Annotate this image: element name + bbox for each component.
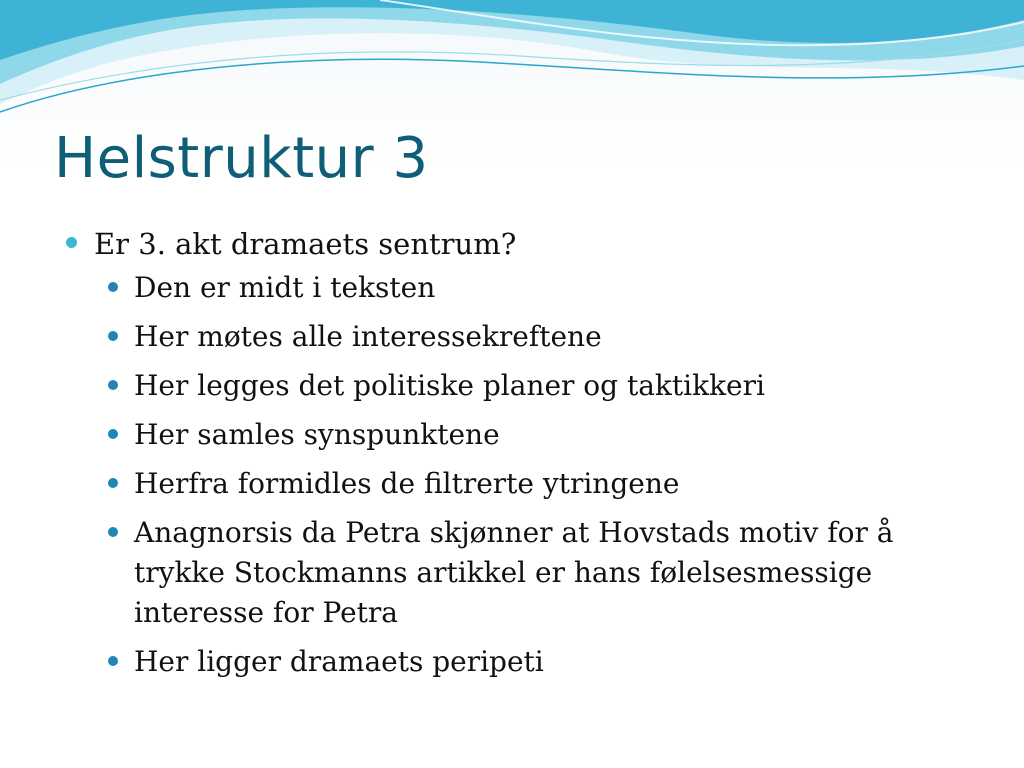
subbullet-text: Her legges det politiske planer og taktikkeri xyxy=(134,369,765,402)
bullet-list xyxy=(64,224,964,691)
subbullet-item xyxy=(104,317,964,357)
subbullet-text: Her samles synspunktene xyxy=(134,418,500,451)
subbullet-text: Her møtes alle interessekreftene xyxy=(134,320,602,353)
subbullet-text: Herfra formidles de filtrerte ytringene xyxy=(134,467,680,500)
bullet-text: Er 3. akt dramaets sentrum? xyxy=(94,227,517,261)
bullet-dot-icon xyxy=(66,237,77,248)
bullet-dot-icon xyxy=(108,478,118,488)
bullet-dot-icon xyxy=(108,656,118,666)
subbullet-item xyxy=(104,513,964,633)
subbullet-item xyxy=(104,464,964,504)
slide-title: Helstruktur 3 xyxy=(54,126,429,191)
bullet-dot-icon xyxy=(108,331,118,341)
subbullet-item xyxy=(104,415,964,455)
subbullet-item xyxy=(104,366,964,406)
subbullet-item xyxy=(104,642,964,682)
bullet-dot-icon xyxy=(108,282,118,292)
subbullet-item xyxy=(104,268,964,308)
subbullet-text: Her ligger dramaets peripeti xyxy=(134,645,544,678)
subbullet-text: Den er midt i teksten xyxy=(134,271,436,304)
bullet-level1 xyxy=(64,224,964,264)
subbullet-text: Anagnorsis da Petra skjønner at Hovstads motiv for å trykke Stockmanns artikkel er hans følelsesmessige interesse for Petra xyxy=(134,516,894,629)
bullet-dot-icon xyxy=(108,527,118,537)
bullet-dot-icon xyxy=(108,380,118,390)
bullet-dot-icon xyxy=(108,429,118,439)
header-wave-decoration xyxy=(0,0,1024,130)
